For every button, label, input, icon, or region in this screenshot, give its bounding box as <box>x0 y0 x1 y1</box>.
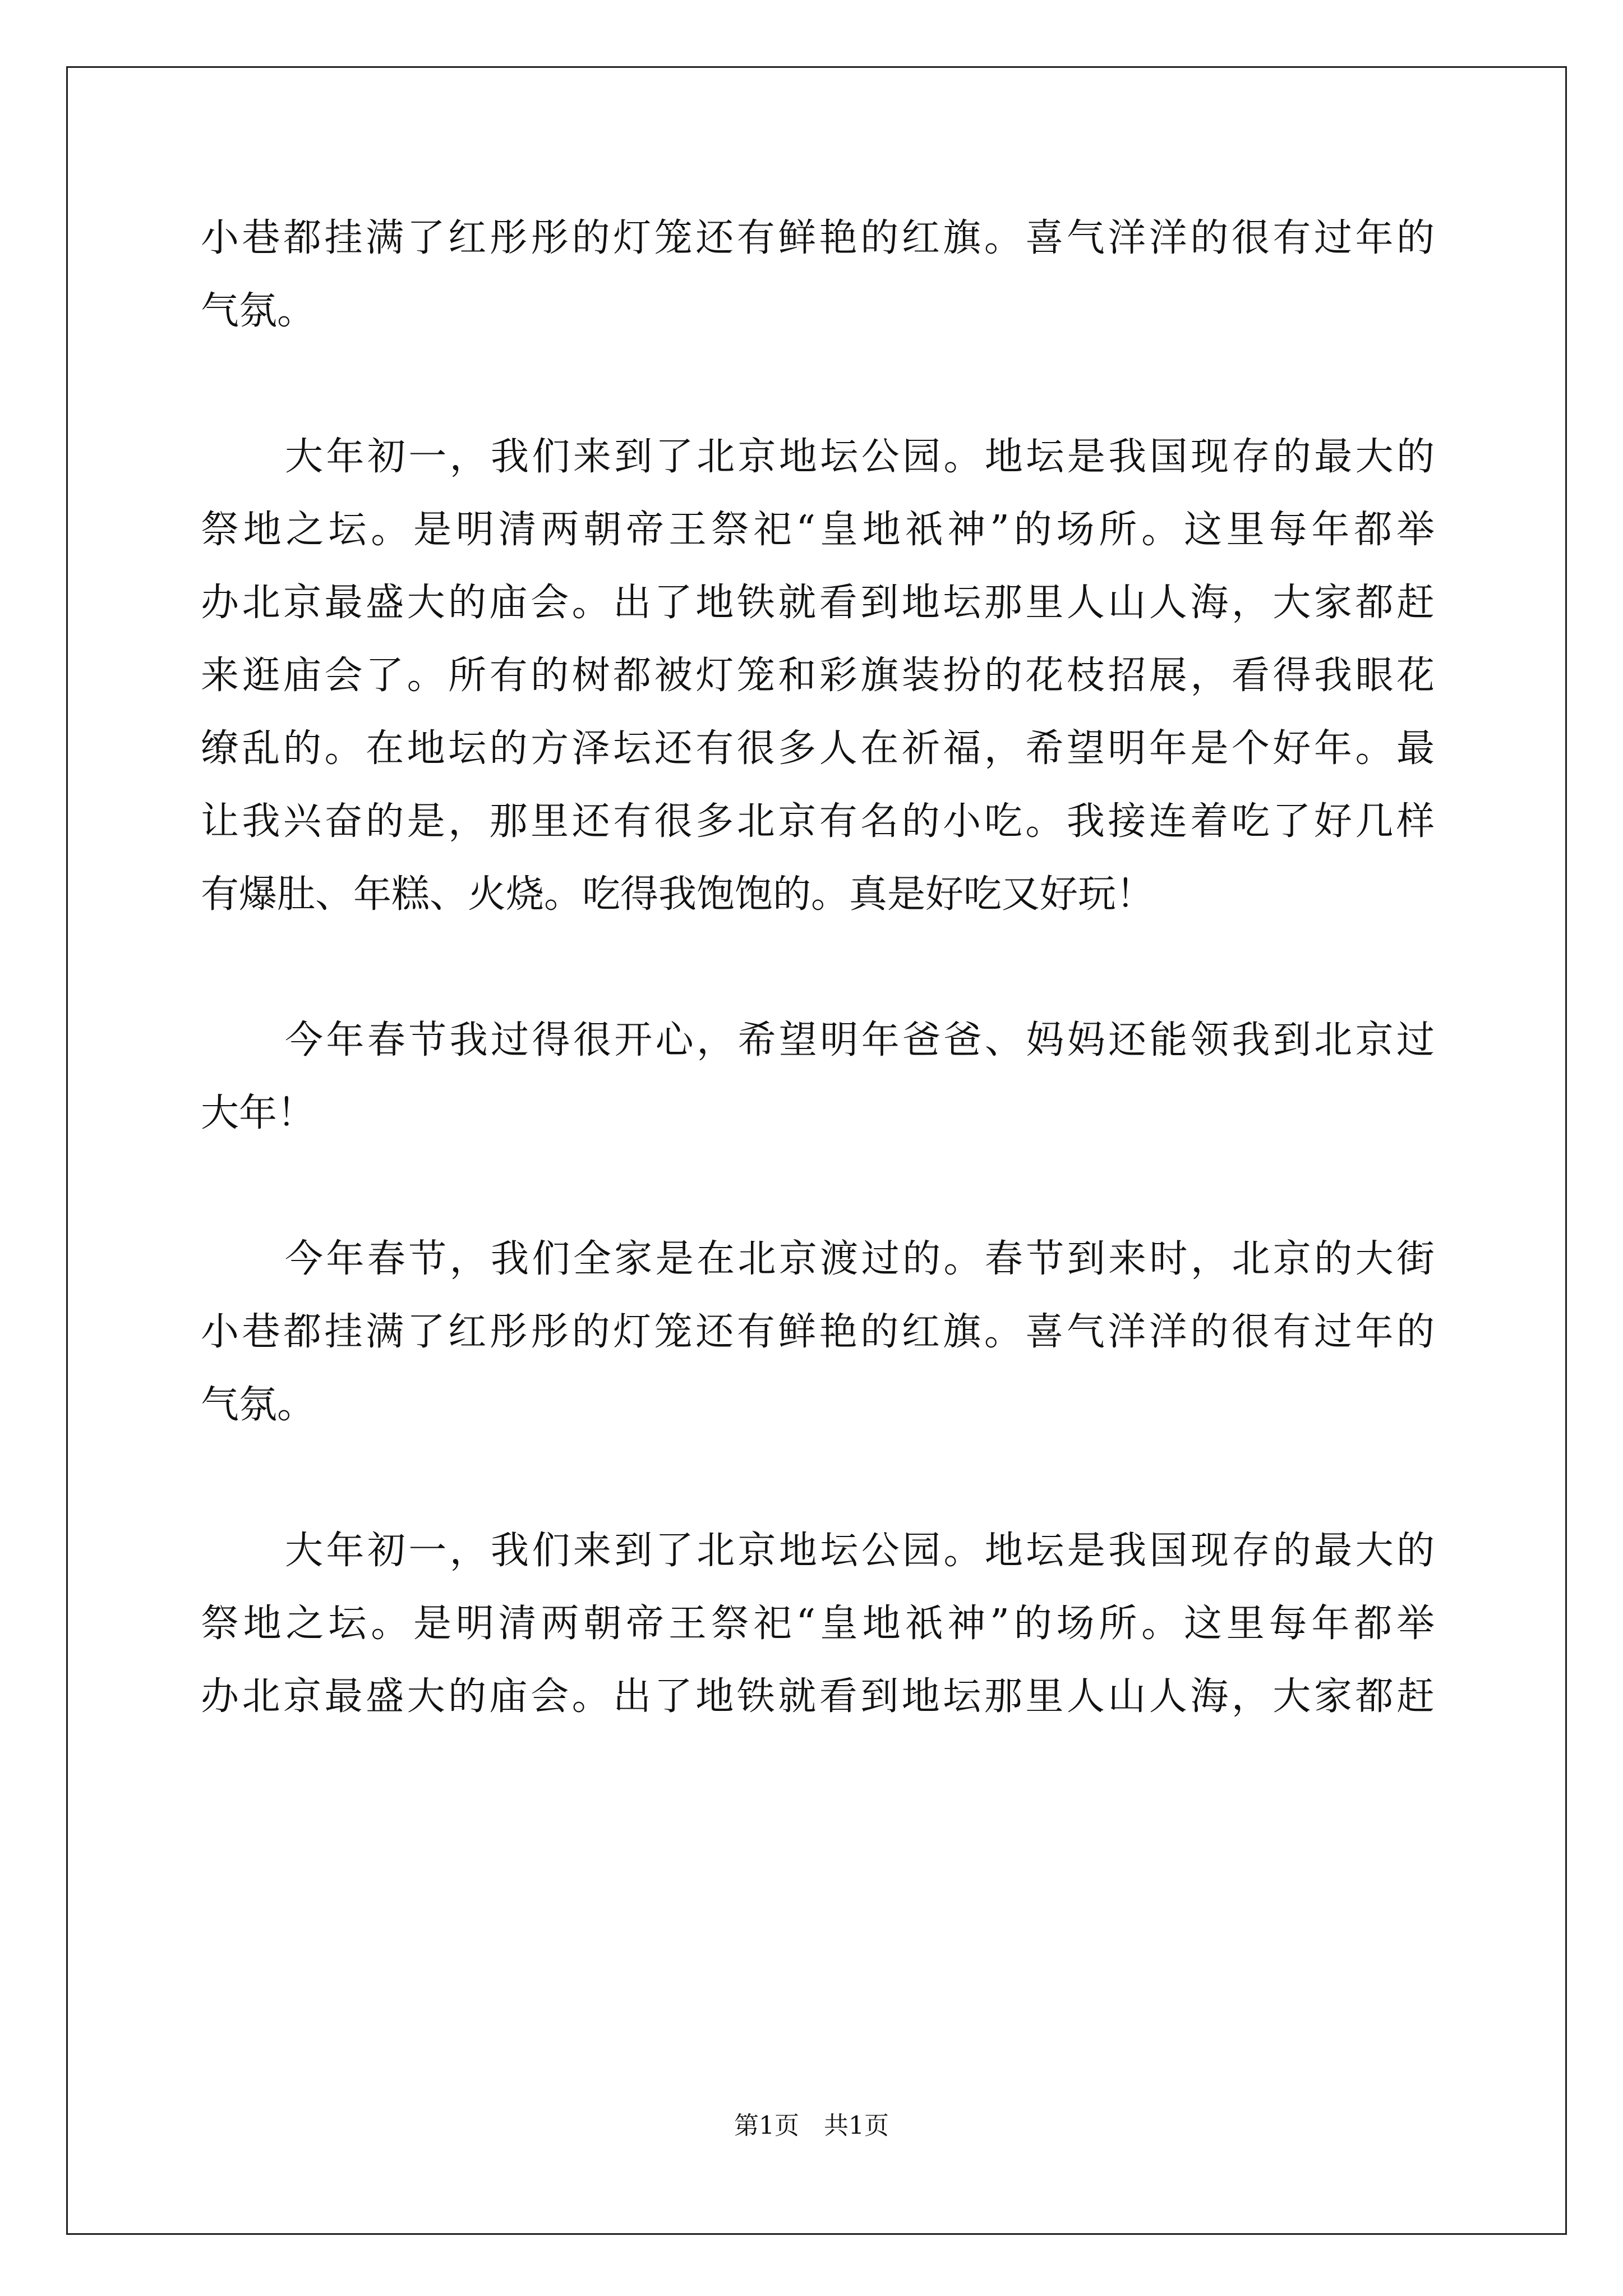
text-line: 祭地之坛。是明清两朝帝王祭祀“皇地祇神”的场所。这里每年都举 <box>201 508 1435 552</box>
page-border <box>66 66 1567 2235</box>
text-line: 气氛。 <box>201 289 316 333</box>
text-line: 小巷都挂满了红彤彤的灯笼还有鲜艳的红旗。喜气洋洋的很有过年的 <box>201 1310 1435 1354</box>
text-line: 小巷都挂满了红彤彤的灯笼还有鲜艳的红旗。喜气洋洋的很有过年的 <box>201 216 1435 260</box>
page-footer: 第1页 共1页 <box>734 2111 889 2140</box>
text-line: 祭地之坛。是明清两朝帝王祭祀“皇地祇神”的场所。这里每年都举 <box>201 1602 1435 1646</box>
text-line: 办北京最盛大的庙会。出了地铁就看到地坛那里人山人海，大家都赶 <box>201 581 1435 625</box>
text-line: 让我兴奋的是，那里还有很多北京有名的小吃。我接连着吃了好几样 <box>201 799 1435 844</box>
text-line: 大年初一，我们来到了北京地坛公园。地坛是我国现存的最大的 <box>285 435 1435 479</box>
text-line: 有爆肚、年糕、火烧。吃得我饱饱的。真是好吃又好玩！ <box>201 872 1155 917</box>
text-line: 今年春节，我们全家是在北京渡过的。春节到来时，北京的大街 <box>285 1237 1435 1281</box>
text-line: 大年！ <box>201 1091 316 1135</box>
text-line: 大年初一，我们来到了北京地坛公园。地坛是我国现存的最大的 <box>285 1529 1435 1573</box>
text-line: 来逛庙会了。所有的树都被灯笼和彩旗装扮的花枝招展，看得我眼花 <box>201 654 1435 698</box>
text-line: 缭乱的。在地坛的方泽坛还有很多人在祈福，希望明年是个好年。最 <box>201 726 1435 771</box>
text-line: 办北京最盛大的庙会。出了地铁就看到地坛那里人山人海，大家都赶 <box>201 1674 1435 1719</box>
text-line: 气氛。 <box>201 1383 316 1427</box>
text-line: 今年春节我过得很开心，希望明年爸爸、妈妈还能领我到北京过 <box>285 1018 1435 1062</box>
